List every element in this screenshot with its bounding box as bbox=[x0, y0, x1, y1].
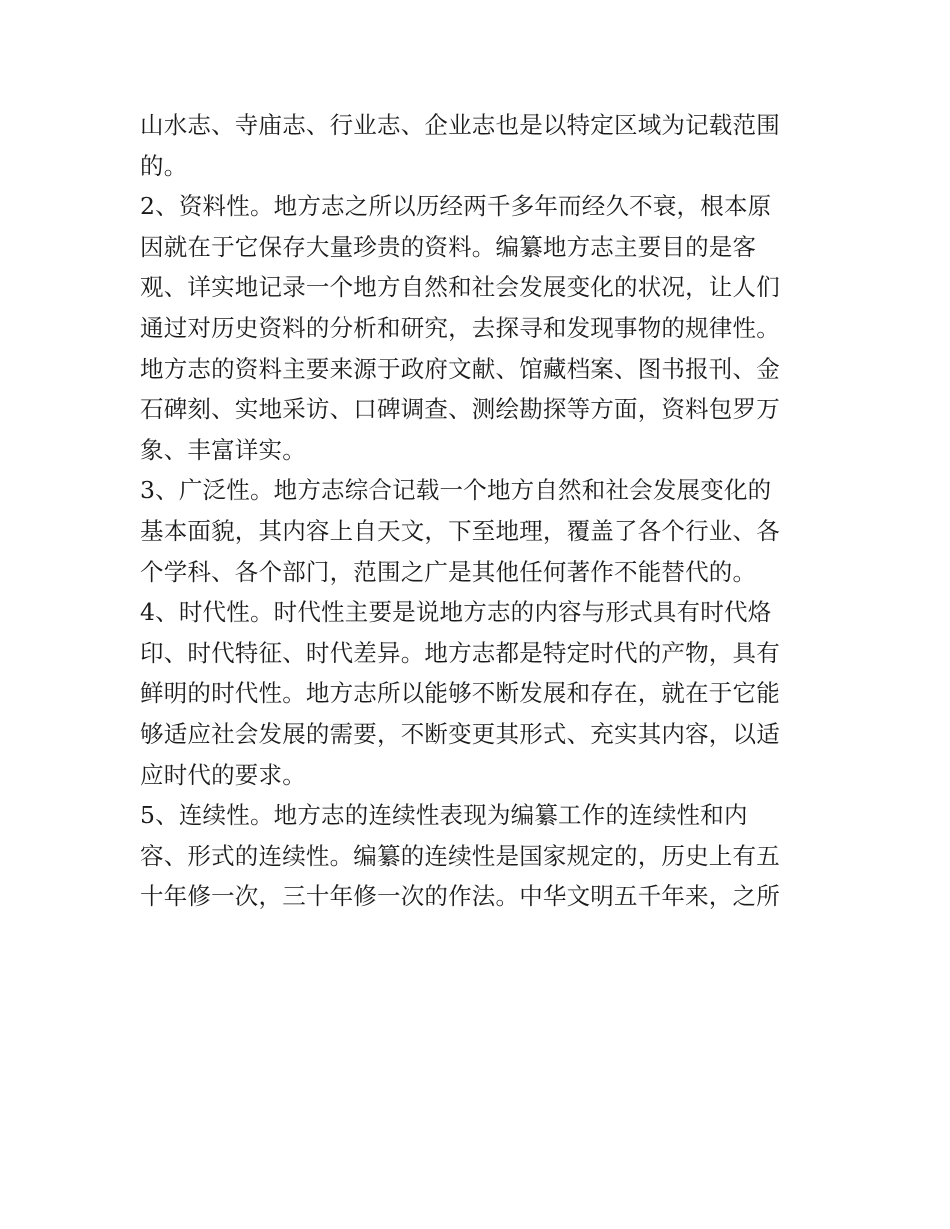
text-line: 5、连续性。地方志的连续性表现为编纂工作的连续性和内 bbox=[140, 801, 748, 830]
text-line: 基本面貌，其内容上自天文，下至地理，覆盖了各个行业、各 bbox=[140, 516, 780, 545]
text-line: 4、时代性。时代性主要是说地方志的内容与形式具有时代烙 bbox=[140, 598, 772, 627]
text-line: 容、形式的连续性。编纂的连续性是国家规定的，历史上有五 bbox=[140, 841, 780, 870]
body-text bbox=[140, 105, 820, 917]
text-line: 应时代的要求。 bbox=[140, 760, 306, 789]
text-line: 十年修一次，三十年修一次的作法。中华文明五千年来，之所 bbox=[140, 882, 780, 911]
text-line: 印、时代特征、时代差异。地方志都是特定时代的产物，具有 bbox=[140, 638, 780, 667]
text-line: 地方志的资料主要来源于政府文献、馆藏档案、图书报刊、金 bbox=[140, 354, 780, 383]
text-line: 2、资料性。地方志之所以历经两千多年而经久不衰，根本原 bbox=[140, 192, 772, 221]
text-line: 3、广泛性。地方志综合记载一个地方自然和社会发展变化的 bbox=[140, 476, 772, 505]
text-line: 观、详实地记录一个地方自然和社会发展变化的状况，让人们 bbox=[140, 273, 780, 302]
text-line: 山水志、寺庙志、行业志、企业志也是以特定区域为记载范围 bbox=[140, 111, 780, 139]
text-line: 个学科、各个部门，范围之广是其他任何著作不能替代的。 bbox=[140, 557, 757, 586]
text-line: 的。 bbox=[140, 151, 188, 180]
text-line: 通过对历史资料的分析和研究，去探寻和发现事物的规律性。 bbox=[140, 313, 780, 342]
text-line: 够适应社会发展的需要，不断变更其形式、充实其内容，以适 bbox=[140, 719, 780, 748]
text-line: 因就在于它保存大量珍贵的资料。编纂地方志主要目的是客 bbox=[140, 232, 757, 261]
text-line: 象、丰富详实。 bbox=[140, 435, 306, 464]
text-line: 石碑刻、实地采访、口碑调查、测绘勘探等方面，资料包罗万 bbox=[140, 395, 780, 424]
text-line: 鲜明的时代性。地方志所以能够不断发展和存在，就在于它能 bbox=[140, 679, 780, 708]
